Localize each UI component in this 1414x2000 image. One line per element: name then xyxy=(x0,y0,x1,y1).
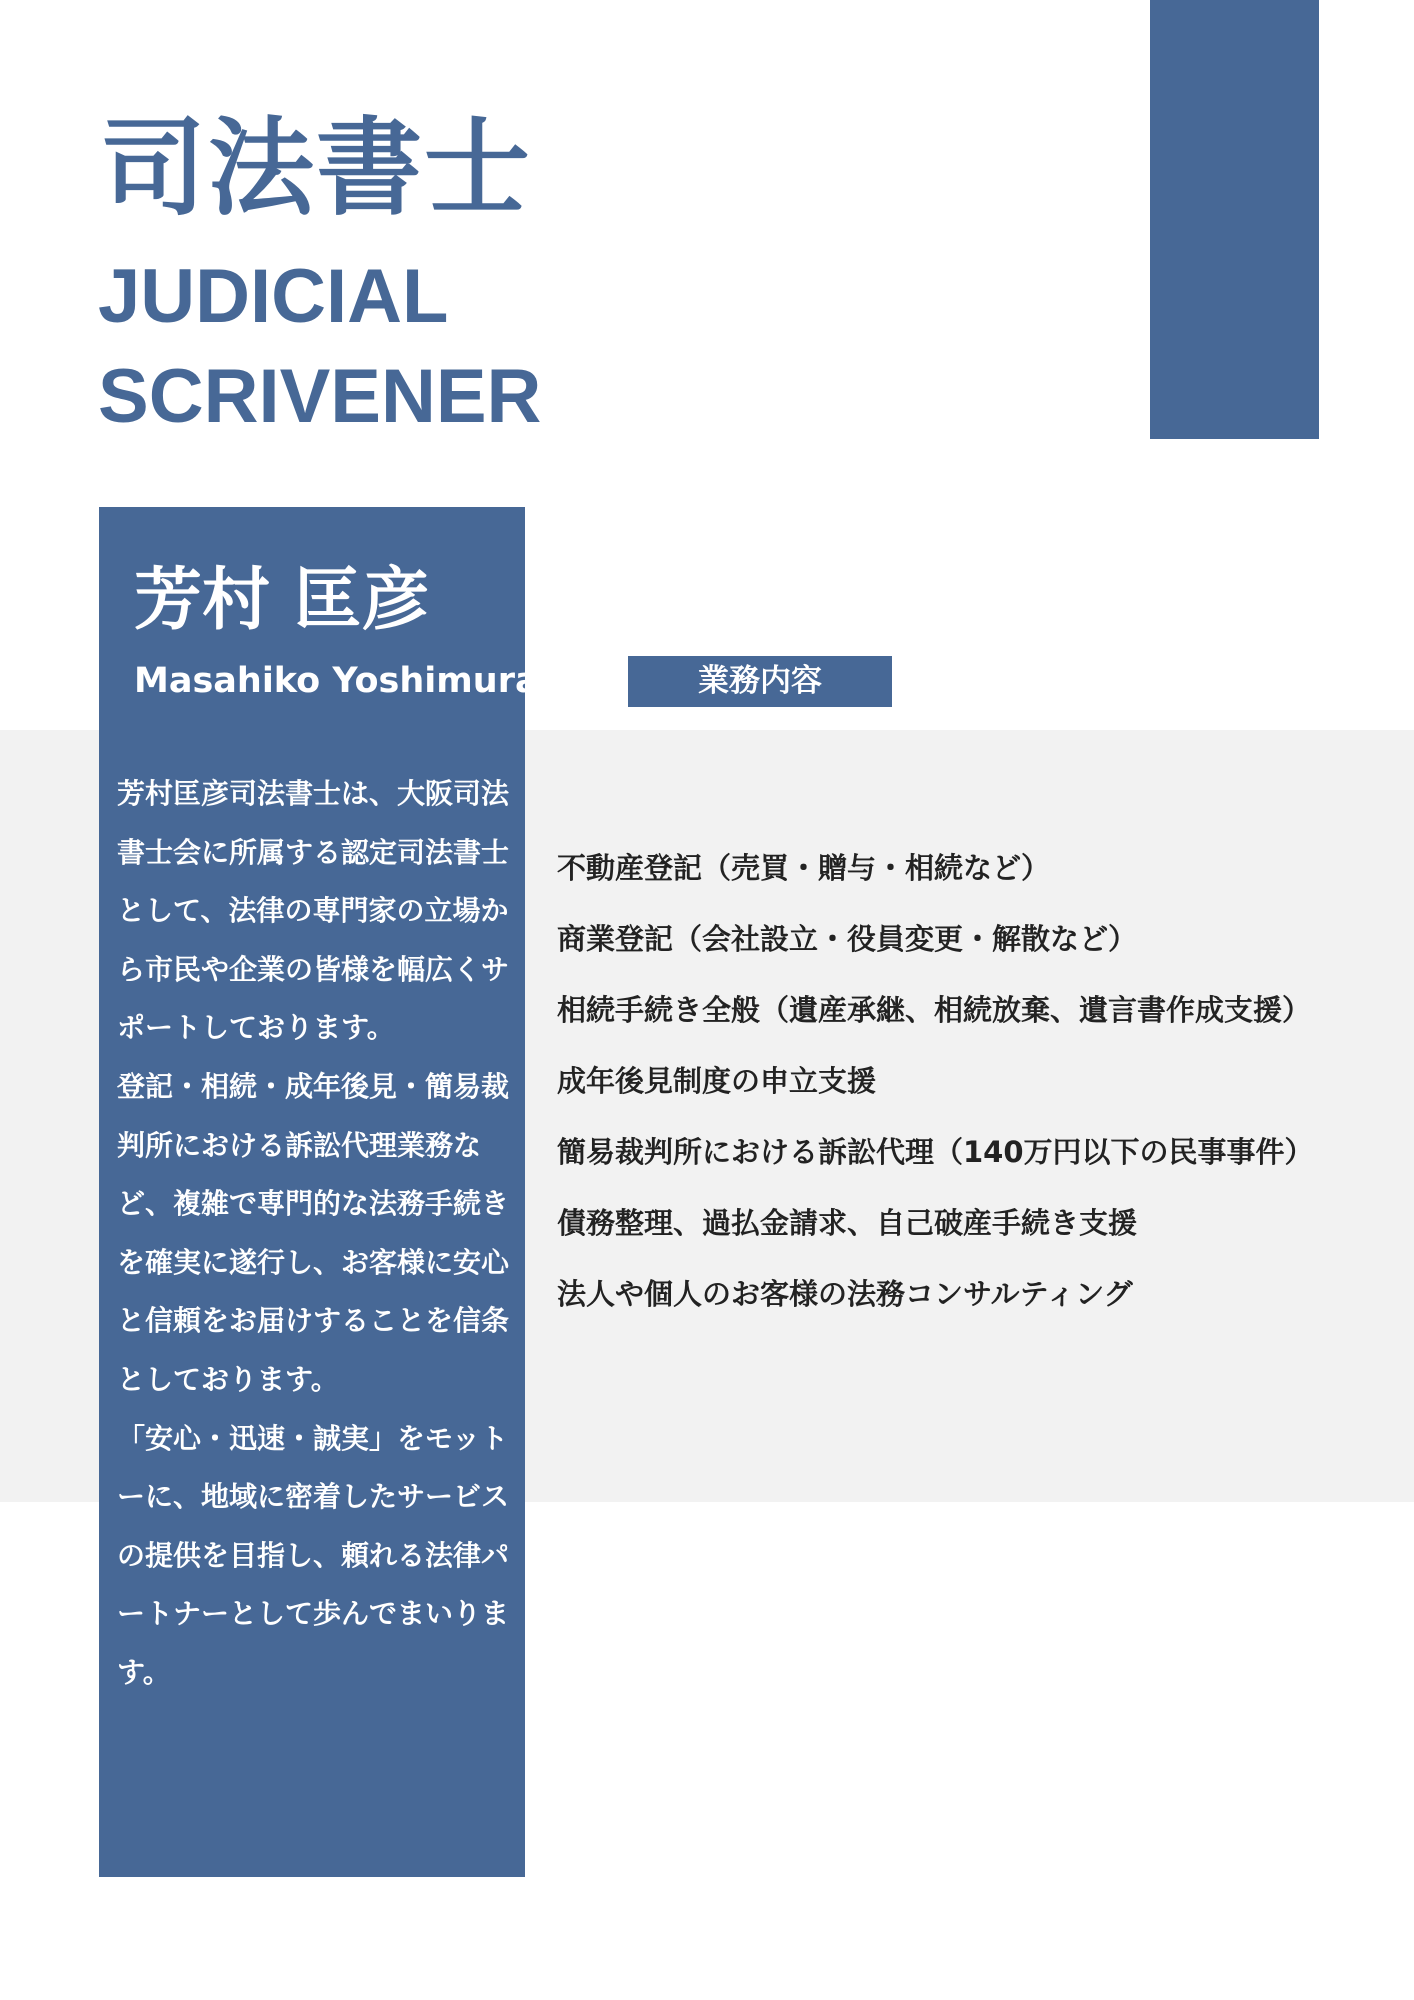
decorative-rectangle xyxy=(1150,0,1319,439)
service-item: 簡易裁判所における訴訟代理（140万円以下の民事事件） xyxy=(557,1135,1314,1169)
services-heading: 業務内容 xyxy=(628,656,892,707)
profile-panel xyxy=(99,507,539,1877)
page-title: 司法書士 xyxy=(100,107,532,230)
bio-paragraph: 芳村匡彦司法書士は、大阪司法書士会に所属する認定司法書士として、法律の専門家の立場から市民や企業の皆様を幅広くサポートしております。 xyxy=(117,777,510,1045)
profile-name-ja: 芳村 匡彦 xyxy=(134,561,430,640)
service-item: 不動産登記（売買・贈与・相続など） xyxy=(557,851,1051,885)
bio-paragraph: 「安心・迅速・誠実」をモットーに、地域に密着したサービスの提供を目指し、頼れる法律パートナーとして歩んでまいります。 xyxy=(117,1421,510,1689)
service-item: 相続手続き全般（遺産承継、相続放棄、遺言書作成支援） xyxy=(557,993,1312,1027)
service-item: 債務整理、過払金請求、自己破産手続き支援 xyxy=(557,1206,1138,1240)
service-item: 成年後見制度の申立支援 xyxy=(557,1064,877,1098)
service-item: 法人や個人のお客様の法務コンサルティング xyxy=(557,1277,1133,1311)
bio-paragraph: 登記・相続・成年後見・簡易裁判所における訴訟代理業務など、複雑で専門的な法務手続きを確実に遂行し、お客様に安心と信頼をお届けすることを信条としております。 xyxy=(117,1069,510,1396)
page-subtitle xyxy=(98,247,541,447)
subtitle-line-2: SCRIVENER xyxy=(98,354,542,439)
subtitle-line-1: JUDICIAL xyxy=(98,254,449,339)
services-list xyxy=(557,838,1314,1335)
service-item: 商業登記（会社設立・役員変更・解散など） xyxy=(557,922,1138,956)
profile-bio xyxy=(117,765,511,1703)
profile-name-en: Masahiko Yoshimura xyxy=(134,661,539,701)
